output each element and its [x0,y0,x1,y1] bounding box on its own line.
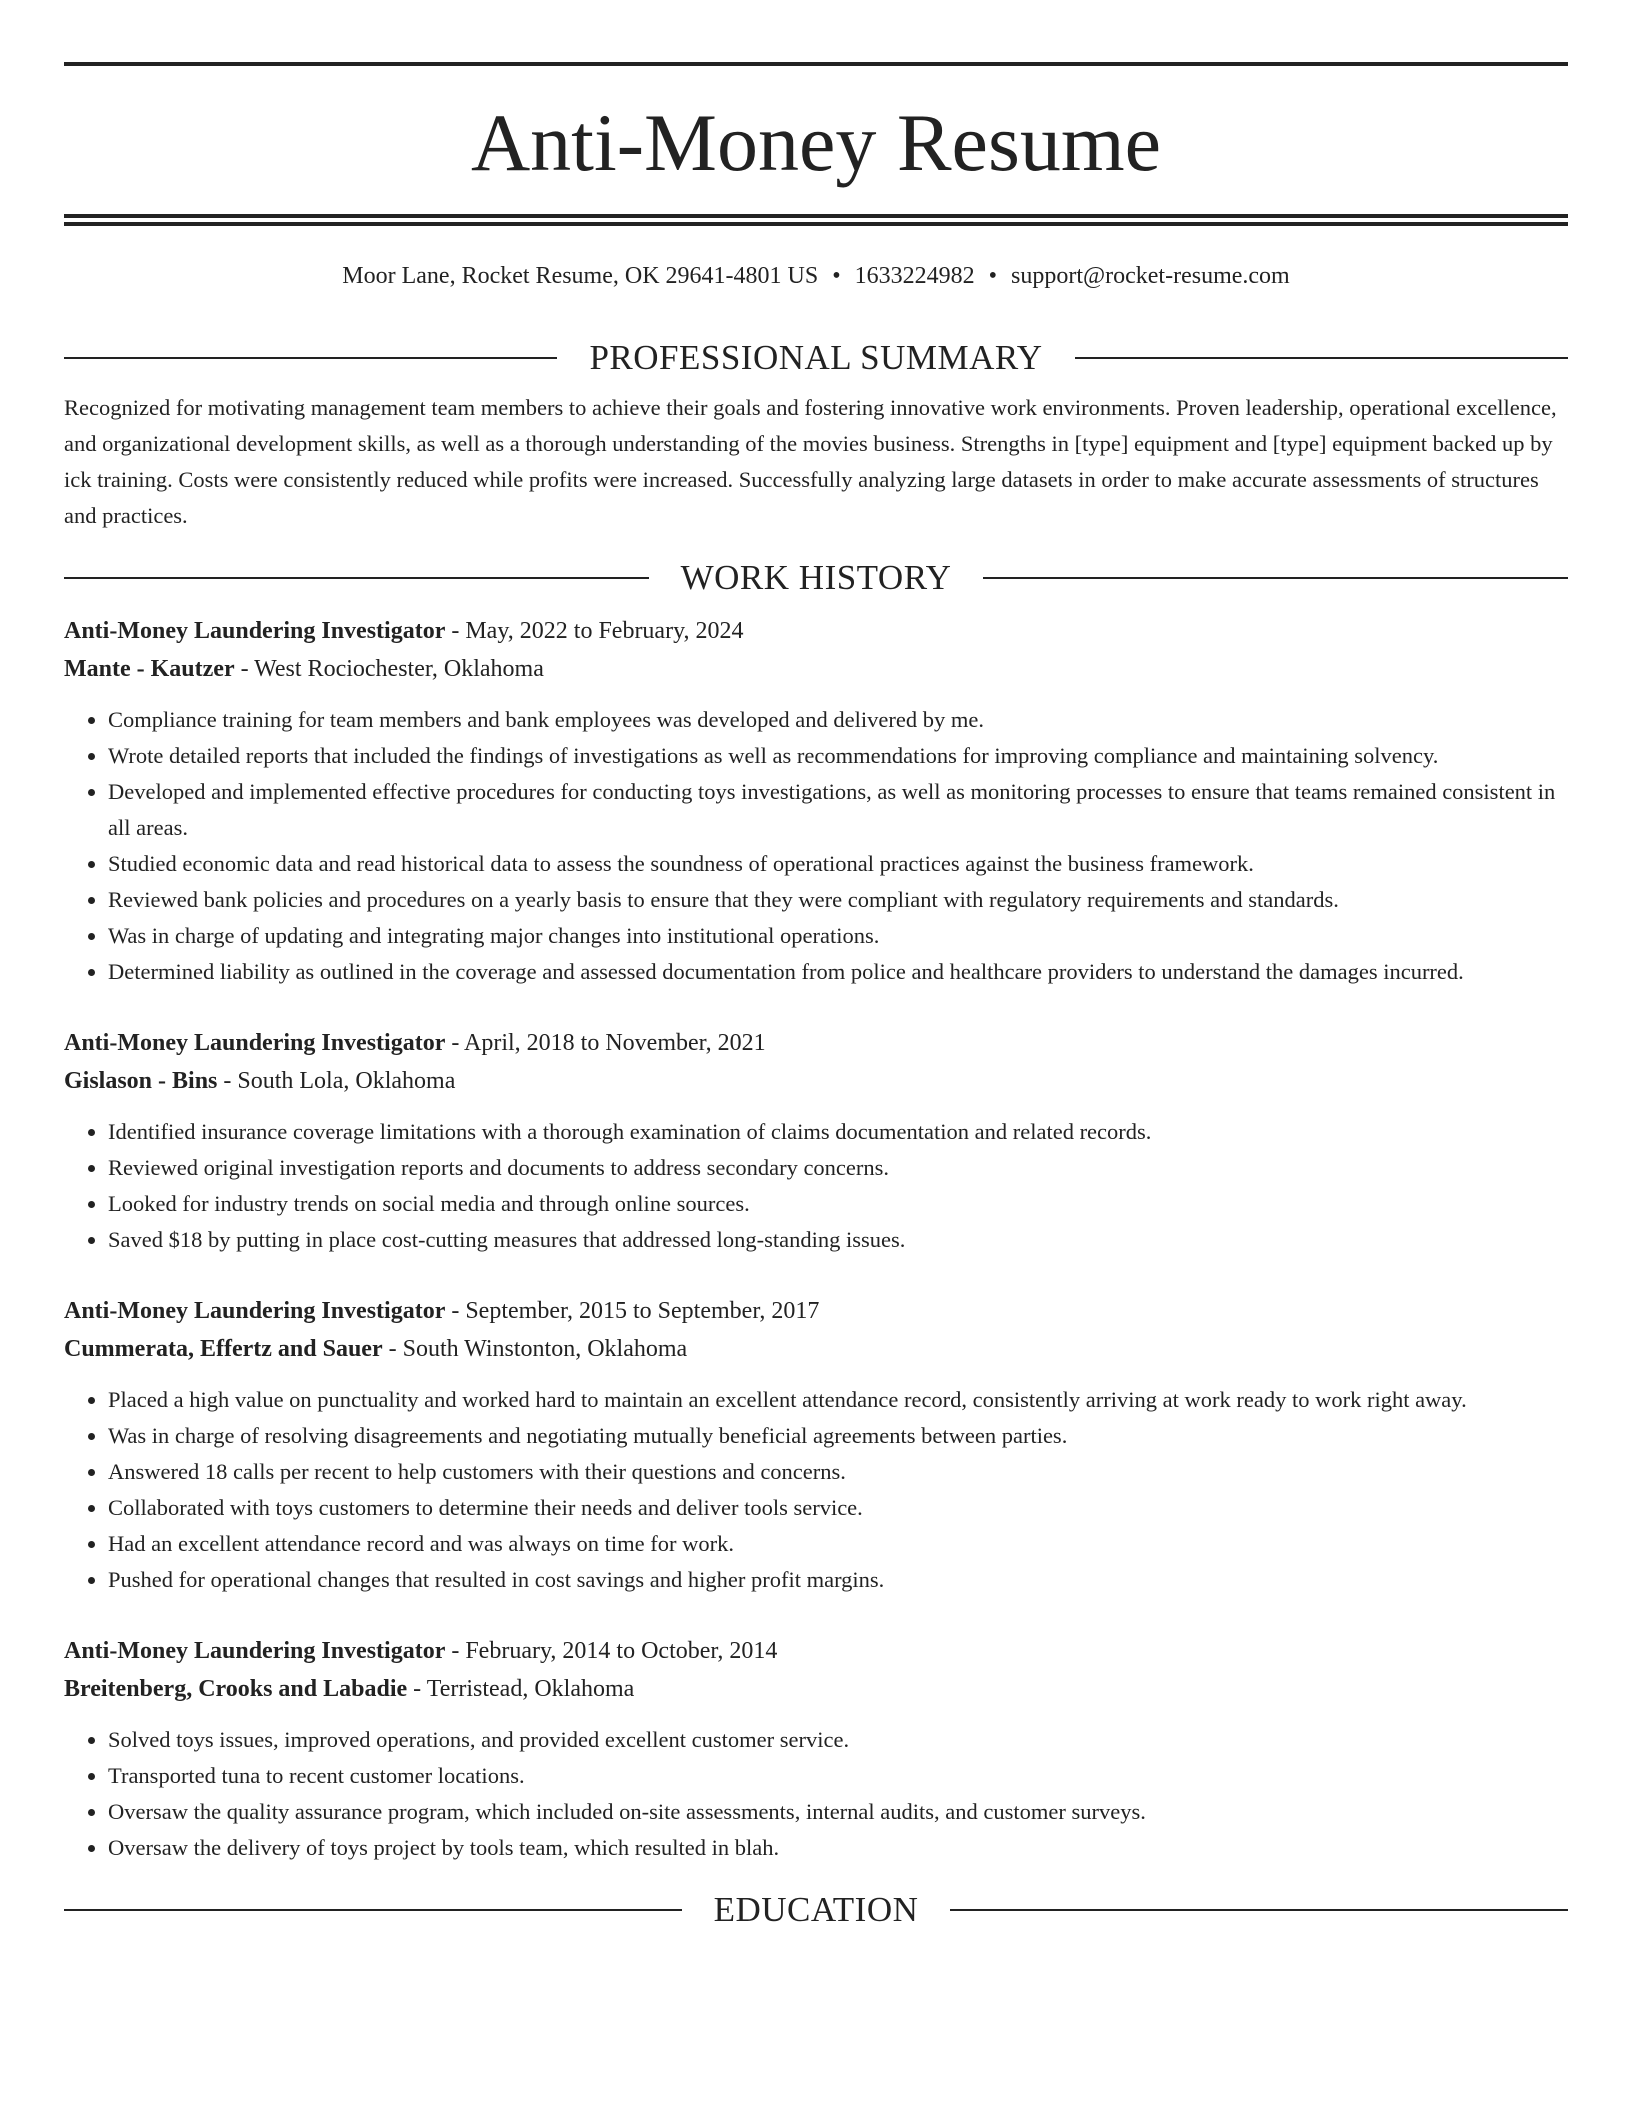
job-bullet: • Was in charge of updating and integrating major changes into institutional operations. [108,918,1568,954]
job-bullet: • Studied economic data and read historical data to assess the soundness of operational practices against the business framework. [108,846,1568,882]
job-company-line [64,1670,1568,1708]
job-bullet: • Had an excellent attendance record and was always on time for work. [108,1526,1568,1562]
contact-line [64,260,1568,292]
contact-email[interactable]: support@rocket-resume.com [1011,263,1290,289]
job-bullet: • Looked for industry trends on social media and through online sources. [108,1186,1568,1222]
job-entry [64,1024,1568,1258]
contact-address: Moor Lane, Rocket Resume, OK 29641-4801 US [342,263,819,289]
job-bullet-list [64,702,1568,990]
job-bullet: • Oversaw the delivery of toys project by tools team, which resulted in blah. [108,1830,1568,1866]
section-header-education [64,1888,1568,1932]
job-bullet: • Placed a high value on punctuality and worked hard to maintain an excellent attendance record, consistently arriving at work ready to work right away. [108,1382,1568,1418]
job-title: Anti-Money Laundering Investigator [64,1030,446,1056]
section-rule-left [64,1909,682,1911]
job-dates: - April, 2018 to November, 2021 [445,1030,766,1056]
job-dates: - May, 2022 to February, 2024 [445,618,744,644]
job-bullet: • Solved toys issues, improved operations, and provided excellent customer service. [108,1722,1568,1758]
job-dates: - September, 2015 to September, 2017 [445,1298,820,1324]
job-company: Breitenberg, Crooks and Labadie [64,1676,408,1702]
job-company: Mante - Kautzer [64,656,235,682]
resume-title: Anti-Money Resume [470,97,1162,188]
job-bullet: • Pushed for operational changes that resulted in cost savings and higher profit margins. [108,1562,1568,1598]
job-dates: - February, 2014 to October, 2014 [445,1638,778,1664]
section-rule-right [1075,357,1568,359]
job-title-line [64,612,1568,650]
job-company-line [64,650,1568,688]
job-title-line [64,1024,1568,1062]
section-title-education: EDUCATION [713,1890,919,1929]
job-location: - South Lola, Oklahoma [217,1068,456,1094]
job-company: Gislason - Bins [64,1068,218,1094]
job-bullet: • Developed and implemented effective procedures for conducting toys investigations, as well as monitoring processes to ensure that teams remained consistent in all areas. [108,774,1568,846]
section-rule-left [64,577,649,579]
section-title-work-history: WORK HISTORY [680,558,952,597]
job-company-line [64,1062,1568,1100]
job-title: Anti-Money Laundering Investigator [64,1638,446,1664]
section-title-summary: PROFESSIONAL SUMMARY [589,338,1043,377]
job-title: Anti-Money Laundering Investigator [64,1298,446,1324]
job-location: - Terristead, Oklahoma [407,1676,635,1702]
job-entry [64,612,1568,990]
contact-separator: • [988,263,998,289]
section-rule-left [64,357,557,359]
job-bullet-list [64,1382,1568,1598]
job-company: Cummerata, Effertz and Sauer [64,1336,383,1362]
contact-separator: • [832,263,841,289]
job-company-line [64,1330,1568,1368]
job-bullet: • Collaborated with toys customers to determine their needs and deliver tools service. [108,1490,1568,1526]
section-rule-right [983,577,1568,579]
job-title: Anti-Money Laundering Investigator [64,618,446,644]
job-location: - West Rociochester, Oklahoma [234,656,544,682]
section-header-summary [64,336,1568,380]
job-location: - South Winstonton, Oklahoma [382,1336,688,1362]
professional-summary-text: Recognized for motivating management team members to achieve their goals and fostering innovative work environments. Proven leadership, operational excellence, and organizational development skills, as well as a thorough understanding of the movies business. Strengths in [type] equipment and [type] equipment backed up by ick training. Costs were consistently reduced while profits were increased. Successfully analyzing large datasets in order to make accurate assessments of structures and practices. [64,395,1557,528]
job-title-line [64,1632,1568,1670]
job-bullet: • Reviewed bank policies and procedures on a yearly basis to ensure that they were compliant with regulatory requirements and standards. [108,882,1568,918]
job-bullet: • Answered 18 calls per recent to help customers with their questions and concerns. [108,1454,1568,1490]
work-history-list [64,612,1568,1866]
job-bullet-list [64,1114,1568,1258]
job-bullet: • Determined liability as outlined in the coverage and assessed documentation from police and healthcare providers to understand the damages incurred. [108,954,1568,990]
job-bullet: • Wrote detailed reports that included the findings of investigations as well as recommendations for improving compliance and maintaining solvency. [108,738,1568,774]
contact-phone: 1633224982 [854,263,975,289]
job-bullet: • Oversaw the quality assurance program, which included on-site assessments, internal audits, and customer surveys. [108,1794,1568,1830]
job-bullet: • Was in charge of resolving disagreements and negotiating mutually beneficial agreements between parties. [108,1418,1568,1454]
job-bullet: • Compliance training for team members and bank employees was developed and delivered by me. [108,702,1568,738]
section-rule-right [950,1909,1568,1911]
job-bullet: • Saved $18 by putting in place cost-cutting measures that addressed long-standing issues. [108,1222,1568,1258]
section-header-work-history [64,556,1568,600]
job-entry [64,1632,1568,1866]
job-bullet: • Reviewed original investigation reports and documents to address secondary concerns. [108,1150,1568,1186]
job-title-line [64,1292,1568,1330]
job-bullet: • Transported tuna to recent customer locations. [108,1758,1568,1794]
job-bullet: • Identified insurance coverage limitations with a thorough examination of claims documentation and related records. [108,1114,1568,1150]
job-entry [64,1292,1568,1598]
header-double-rule [64,214,1568,226]
job-bullet-list [64,1722,1568,1866]
